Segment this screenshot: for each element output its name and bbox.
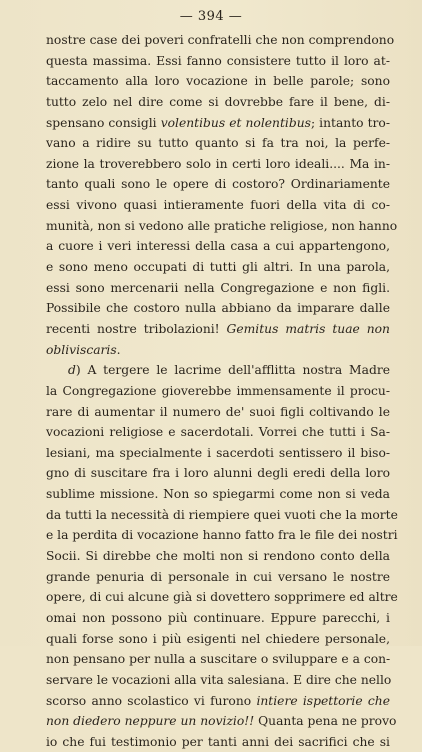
text-line bbox=[46, 340, 390, 361]
text-line: servare le vocazioni alla vita salesiana. E dire che nello bbox=[46, 672, 392, 687]
text-segment: ; intanto tro- bbox=[310, 115, 390, 130]
text-line bbox=[46, 711, 397, 732]
text-line: e sono meno occupati di tutti gli altri. In una parola, bbox=[46, 260, 390, 275]
text-line: sublime missione. Non so spiegarmi come non si veda bbox=[46, 487, 390, 502]
italic-text: d bbox=[68, 363, 76, 378]
text-line bbox=[46, 360, 390, 381]
text-line: vocazioni religiose e sacerdotali. Vorrei che tutti i Sa- bbox=[46, 425, 390, 440]
text-line: omai non possono più continuare. Eppure parecchi, i bbox=[46, 610, 390, 625]
text-line: tanto quali sono le opere di costoro? Ordinariamente bbox=[46, 177, 390, 192]
text-segment: spensano consigli bbox=[46, 115, 161, 130]
text-line: essi sono mercenarii nella Congregazione e non figli. bbox=[46, 280, 390, 295]
text-line: la Congregazione gioverebbe immensamente il procu- bbox=[46, 383, 390, 398]
text-line: e la perdita di vocazione hanno fatto fra le file dei nostri bbox=[46, 528, 398, 543]
text-segment: scorso anno scolastico vi furono bbox=[46, 693, 257, 708]
page-number: — 394 — bbox=[179, 9, 243, 24]
text-line: gno di suscitare fra i loro alunni degli eredi della loro bbox=[46, 466, 390, 481]
text-segment: recenti nostre tribolazioni! bbox=[46, 321, 227, 336]
text-line bbox=[46, 691, 390, 712]
text-line: quali forse sono i più esigenti nel chiedere personale, bbox=[46, 631, 390, 646]
text-line: da tutti la necessità di riempiere quei vuoti che la morte bbox=[46, 507, 398, 522]
text-line: opere, di cui alcune già si dovettero sopprimere ed altre bbox=[46, 590, 398, 605]
text-line: grande penuria di personale in cui versano le nostre bbox=[46, 569, 390, 584]
text-line: Socii. Si direbbe che molti non si rendono conto della bbox=[46, 549, 390, 564]
text-line: questa massima. Essi fanno consistere tutto il loro at- bbox=[46, 53, 390, 68]
body-text bbox=[46, 30, 398, 752]
text-line: a cuore i veri interessi della casa a cui appartengono, bbox=[46, 239, 390, 254]
text-line: essi vivono quasi intieramente fuori della vita di co- bbox=[46, 198, 390, 213]
text-segment: . bbox=[116, 342, 121, 357]
text-line: nostre case dei poveri confratelli che non comprendono bbox=[46, 33, 395, 47]
text-segment: Quanta pena ne provo bbox=[254, 714, 397, 729]
text-line: tutto zelo nel dire come si dovrebbe fare il bene, di- bbox=[46, 94, 390, 109]
text-line: io che fui testimonio per tanti anni dei sacrifici che si bbox=[46, 734, 390, 749]
italic-text: volentibus et nolentibus bbox=[160, 115, 311, 130]
italic-text: non diedero neppure un novizio!! bbox=[46, 714, 255, 729]
text-segment: ) A tergere le lacrime dell'afflitta nostra Madre bbox=[75, 363, 390, 378]
text-line: Possibile che costoro nulla abbiano da imparare dalle bbox=[46, 301, 390, 316]
text-line bbox=[46, 319, 390, 340]
italic-text: Gemitus matris tuae non bbox=[226, 321, 390, 336]
text-line bbox=[46, 113, 390, 134]
text-line: taccamento alla loro vocazione in belle parole; sono bbox=[46, 74, 390, 89]
text-line: munità, non si vedono alle pratiche religiose, non hanno bbox=[46, 218, 398, 233]
text-line: vano a ridire su tutto quanto si fa tra noi, la perfe- bbox=[46, 136, 390, 151]
text-line: lesiani, ma specialmente i sacerdoti sentissero il biso- bbox=[46, 445, 390, 460]
text-line: rare di aumentar il numero de' suoi figli coltivando le bbox=[46, 404, 390, 419]
text-line: non pensano per nulla a suscitare o sviluppare e a con- bbox=[46, 652, 391, 667]
italic-text: intiere ispettorie che bbox=[256, 693, 390, 708]
text-line: zione la troverebbero solo in certi loro ideali.... Ma in- bbox=[46, 156, 390, 171]
italic-text: obliviscaris bbox=[46, 342, 117, 357]
